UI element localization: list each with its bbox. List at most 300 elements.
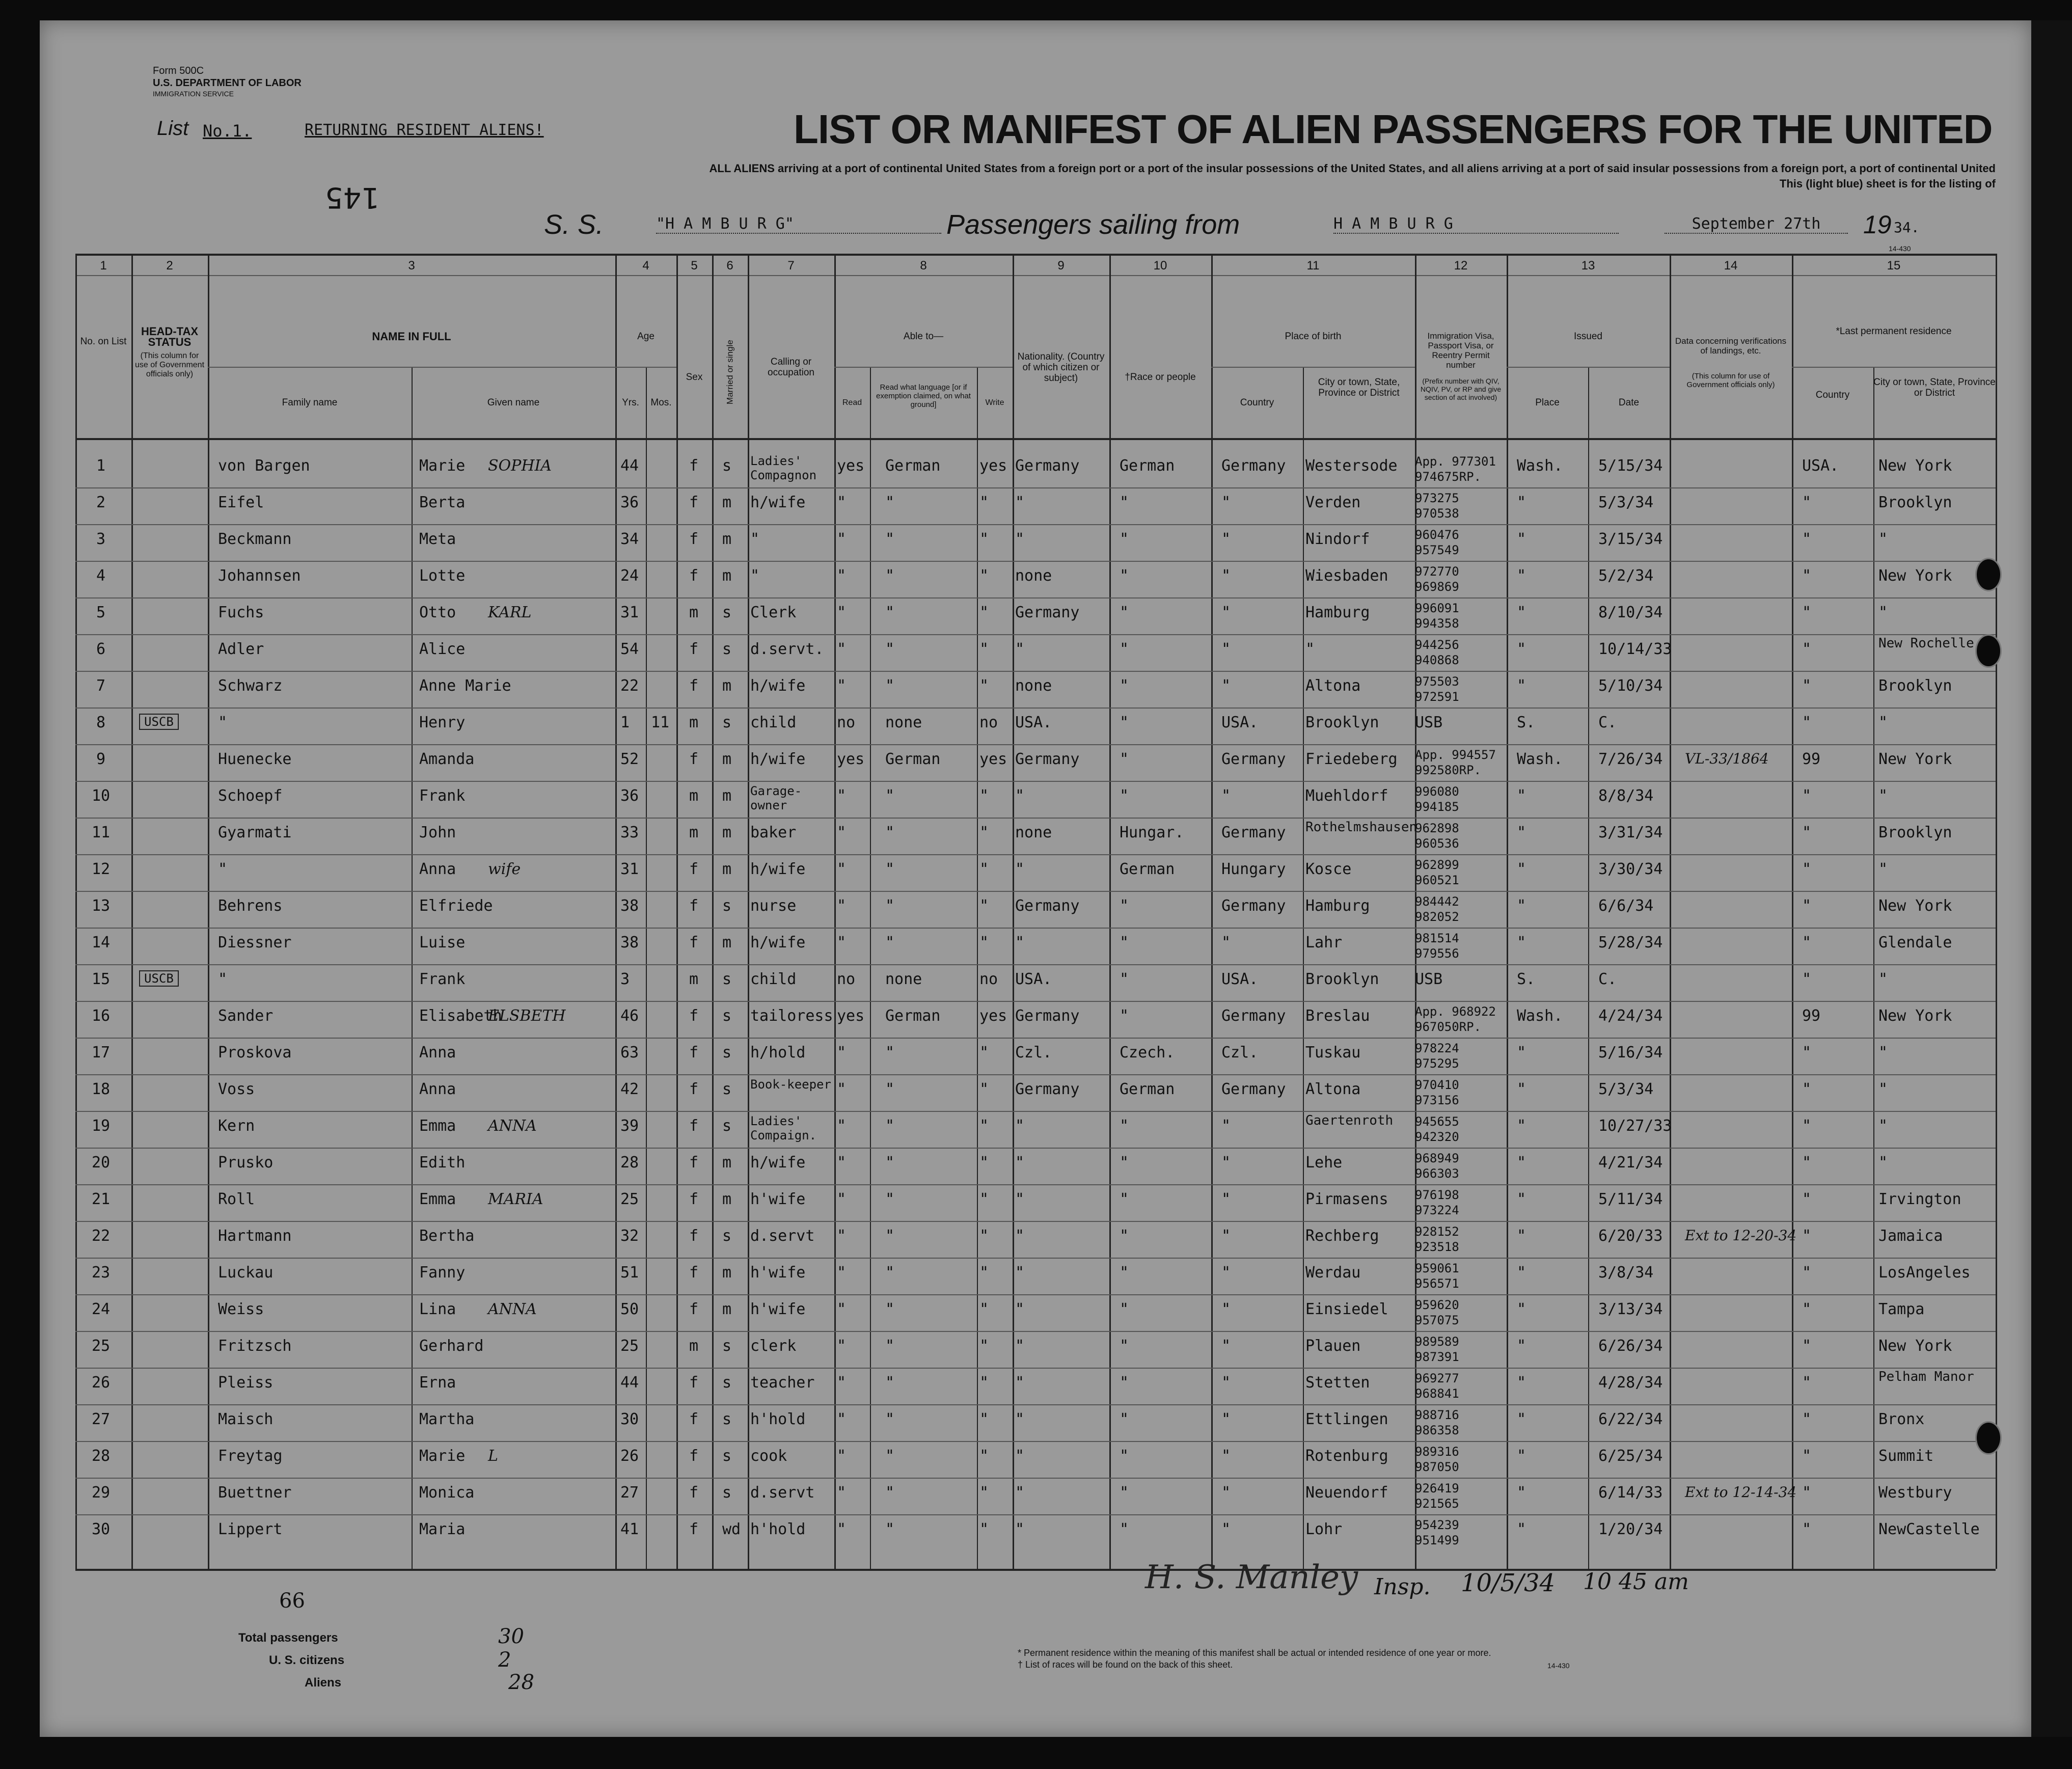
sheet-code: 14-430 — [1889, 244, 1911, 253]
marital-status: s — [722, 714, 732, 731]
visa-number: 978224 975295 — [1415, 1041, 1459, 1071]
table-top-border — [75, 254, 1996, 256]
issued-place: " — [1517, 567, 1526, 585]
residence-city: Irvington — [1878, 1190, 1961, 1208]
family-name: Pleiss — [218, 1374, 274, 1392]
residence-city: New Rochelle — [1878, 636, 1974, 651]
given-name: Alice — [419, 640, 466, 658]
department: U.S. DEPARTMENT OF LABOR — [153, 77, 302, 89]
age-years: 46 — [620, 1007, 639, 1025]
nationality: USA. — [1015, 714, 1052, 731]
family-name: Eifel — [218, 494, 264, 511]
age-years: 38 — [620, 934, 639, 951]
signature-title: Insp. — [1374, 1574, 1431, 1600]
header-name-in-full: NAME IN FULL — [372, 330, 451, 343]
header-city: City or town, State, Province or District — [1318, 377, 1400, 398]
birth-city: Stetten — [1305, 1374, 1370, 1392]
marital-status: m — [722, 567, 732, 585]
header-visa: Immigration Visa, Passport Visa, or Reentry Permit number — [1427, 331, 1494, 370]
birth-country: " — [1221, 1264, 1231, 1282]
issued-place: " — [1517, 1080, 1526, 1098]
residence-city: " — [1878, 1044, 1888, 1062]
given-name: Otto — [419, 604, 456, 621]
issued-place: " — [1517, 1447, 1526, 1465]
issued-date: 6/20/33 — [1598, 1227, 1663, 1245]
list-type: RETURNING RESIDENT ALIENS! — [305, 121, 544, 139]
footnote-races: † List of races will be found on the back of this sheet. — [1018, 1659, 1233, 1670]
header-lr-city: City or town, State, Province or District — [1873, 377, 1996, 398]
issued-date: 10/27/33 — [1598, 1117, 1672, 1135]
table-row — [40, 1331, 2031, 1368]
given-name: Anne Marie — [419, 677, 511, 695]
sex: f — [689, 934, 699, 951]
given-name: Marie — [419, 1447, 466, 1465]
read-language: " — [885, 1484, 895, 1502]
row-number: 26 — [91, 1374, 111, 1392]
residence-country: " — [1802, 824, 1812, 841]
occupation: teacher — [750, 1374, 815, 1392]
given-name-handwritten: ANNA — [488, 1300, 537, 1318]
table-row — [40, 1294, 2031, 1331]
can-write: yes — [979, 1007, 1007, 1025]
nationality: " — [1015, 640, 1025, 658]
race: " — [1120, 1374, 1129, 1392]
issued-date: 5/10/34 — [1598, 677, 1663, 695]
read-language: " — [885, 897, 895, 915]
can-read: " — [837, 1117, 847, 1135]
marital-status: s — [722, 1117, 732, 1135]
issued-place: " — [1517, 640, 1526, 658]
read-language: " — [885, 934, 895, 951]
occupation: Clerk — [750, 604, 797, 621]
table-row — [40, 1074, 2031, 1111]
occupation: d.servt. — [750, 640, 824, 658]
given-name: Emma — [419, 1117, 456, 1135]
visa-number: 973275 970538 — [1415, 491, 1459, 521]
residence-city: " — [1878, 970, 1888, 988]
residence-city: Pelham Manor — [1878, 1369, 1974, 1384]
nationality: " — [1015, 1484, 1025, 1502]
race: " — [1120, 1227, 1129, 1245]
issued-date: 1/20/34 — [1598, 1520, 1663, 1538]
given-name: Bertha — [419, 1227, 475, 1245]
age-years: 25 — [620, 1190, 639, 1208]
birth-city: Ettlingen — [1305, 1410, 1388, 1428]
birth-city: Hamburg — [1305, 604, 1370, 621]
issued-date: 4/28/34 — [1598, 1374, 1663, 1392]
header-country: Country — [1240, 397, 1274, 408]
marital-status: m — [722, 1190, 732, 1208]
sex: f — [689, 677, 699, 695]
table-row — [40, 1478, 2031, 1514]
header-given-name: Given name — [487, 397, 540, 408]
residence-country: " — [1802, 787, 1812, 805]
race: " — [1120, 1337, 1129, 1355]
given-name: Erna — [419, 1374, 456, 1392]
race: " — [1120, 1520, 1129, 1538]
visa-number: 962899 960521 — [1415, 858, 1459, 887]
colnum-4: 4 — [642, 259, 649, 273]
year-prefix: 19 — [1863, 210, 1892, 239]
header-issued: Issued — [1574, 331, 1602, 342]
visa-number: USB — [1415, 714, 1443, 731]
col-number-row — [75, 275, 1996, 276]
row-number: 14 — [91, 934, 111, 951]
visa-number: 989316 987050 — [1415, 1445, 1459, 1474]
read-language: " — [885, 1044, 895, 1062]
issued-place: " — [1517, 677, 1526, 695]
subheader-rule — [1792, 367, 1996, 368]
age-years: 1 — [620, 714, 630, 731]
age-years: 3 — [620, 970, 630, 988]
issued-place: " — [1517, 1520, 1526, 1538]
can-read: " — [837, 824, 847, 841]
birth-city: Einsiedel — [1305, 1300, 1388, 1318]
given-name: Lina — [419, 1300, 456, 1318]
given-name: Berta — [419, 494, 466, 511]
birth-country: " — [1221, 934, 1231, 951]
occupation: d.servt — [750, 1227, 815, 1245]
age-months: 11 — [651, 714, 670, 731]
row-number: 18 — [91, 1080, 111, 1098]
family-name: Huenecke — [218, 750, 292, 768]
can-read: no — [837, 714, 856, 731]
family-name: Proskova — [218, 1044, 292, 1062]
race: " — [1120, 1190, 1129, 1208]
occupation: child — [750, 970, 797, 988]
nationality: Germany — [1015, 897, 1080, 915]
header-head-tax-note: (This column for use of Government officials only) — [134, 351, 205, 378]
age-years: 31 — [620, 604, 639, 621]
landing-verification: VL-33/1864 — [1685, 750, 1769, 767]
given-name-handwritten: L — [488, 1447, 498, 1465]
given-name: Maria — [419, 1520, 466, 1538]
birth-city: Altona — [1305, 677, 1361, 695]
birth-country: " — [1221, 677, 1231, 695]
occupation: d.servt — [750, 1484, 815, 1502]
nationality: " — [1015, 934, 1025, 951]
nationality: " — [1015, 494, 1025, 511]
residence-city: " — [1878, 787, 1888, 805]
read-language: German — [885, 457, 941, 475]
occupation: h'wife — [750, 1264, 806, 1282]
marital-status: s — [722, 1484, 732, 1502]
manifest-sheet — [40, 20, 2031, 1737]
row-number: 6 — [96, 640, 106, 658]
race: " — [1120, 677, 1129, 695]
sailing-label: Passengers sailing from — [946, 209, 1240, 240]
issued-place: Wash. — [1517, 750, 1563, 768]
age-years: 50 — [620, 1300, 639, 1318]
family-name: Buettner — [218, 1484, 292, 1502]
row-number: 17 — [91, 1044, 111, 1062]
issued-date: 5/28/34 — [1598, 934, 1663, 951]
issued-date: 6/14/33 — [1598, 1484, 1663, 1502]
can-read: " — [837, 567, 847, 585]
issued-place: S. — [1517, 714, 1536, 731]
can-write: " — [979, 934, 989, 951]
marital-status: m — [722, 750, 732, 768]
family-name: Sander — [218, 1007, 274, 1025]
can-read: " — [837, 1300, 847, 1318]
race: " — [1120, 934, 1129, 951]
birth-city: Rechberg — [1305, 1227, 1379, 1245]
sex: f — [689, 897, 699, 915]
age-years: 36 — [620, 494, 639, 511]
issued-date: C. — [1598, 714, 1617, 731]
table-row — [40, 1441, 2031, 1478]
header-race: †Race or people — [1125, 372, 1196, 383]
can-read: " — [837, 1374, 847, 1392]
sex: f — [689, 1264, 699, 1282]
birth-city: Wiesbaden — [1305, 567, 1388, 585]
row-number: 25 — [91, 1337, 111, 1355]
colnum-9: 9 — [1057, 259, 1065, 273]
race: " — [1120, 1007, 1129, 1025]
signature-date: 10/5/34 — [1461, 1569, 1556, 1597]
header-bottom-border — [75, 438, 1996, 440]
race: " — [1120, 567, 1129, 585]
occupation: Ladies' Compagnon — [750, 454, 817, 482]
read-language: German — [885, 1007, 941, 1025]
header-last-residence: *Last permanent residence — [1836, 326, 1952, 337]
visa-number: 960476 957549 — [1415, 528, 1459, 557]
can-read: " — [837, 1080, 847, 1098]
sex: f — [689, 750, 699, 768]
given-name-handwritten: ELSBETH — [488, 1007, 566, 1025]
can-write: " — [979, 1190, 989, 1208]
footer-code: 14-430 — [1547, 1662, 1570, 1670]
table-row — [40, 781, 2031, 818]
birth-country: USA. — [1221, 714, 1259, 731]
occupation: h/wife — [750, 1154, 806, 1172]
family-name: Fuchs — [218, 604, 264, 621]
can-write: " — [979, 1154, 989, 1172]
row-number: 30 — [91, 1520, 111, 1538]
age-years: 22 — [620, 677, 639, 695]
read-language: none — [885, 714, 922, 731]
aliens-value: 28 — [508, 1671, 534, 1694]
age-years: 52 — [620, 750, 639, 768]
can-read: yes — [837, 457, 865, 475]
colnum-3: 3 — [408, 259, 415, 273]
sex: f — [689, 1117, 699, 1135]
family-name: Hartmann — [218, 1227, 292, 1245]
birth-country: " — [1221, 604, 1231, 621]
residence-country: " — [1802, 530, 1812, 548]
sex: f — [689, 1300, 699, 1318]
residence-city: New York — [1878, 457, 1952, 475]
header-nationality: Nationality. (Country of which citizen or subject) — [1017, 351, 1105, 384]
given-name-handwritten: wife — [488, 860, 521, 878]
occupation: Garage-owner — [750, 784, 802, 812]
residence-city: " — [1878, 714, 1888, 731]
colnum-5: 5 — [691, 259, 698, 273]
birth-city: Pirmasens — [1305, 1190, 1388, 1208]
occupation: h'wife — [750, 1190, 806, 1208]
occupation: h/wife — [750, 750, 806, 768]
read-language: " — [885, 787, 895, 805]
birth-city: Kosce — [1305, 860, 1352, 878]
family-name: Gyarmati — [218, 824, 292, 841]
given-name: Martha — [419, 1410, 475, 1428]
table-row — [40, 1148, 2031, 1184]
age-years: 26 — [620, 1447, 639, 1465]
can-read: " — [837, 1190, 847, 1208]
colnum-11: 11 — [1306, 259, 1320, 273]
row-number: 5 — [96, 604, 106, 621]
punch-hole — [1975, 1421, 2002, 1455]
total-passengers-label: Total passengers — [238, 1631, 338, 1645]
sex: m — [689, 1337, 699, 1355]
residence-city: " — [1878, 860, 1888, 878]
residence-city: Bronx — [1878, 1410, 1925, 1428]
issued-date: C. — [1598, 970, 1617, 988]
given-name: Luise — [419, 934, 466, 951]
header-place-of-birth: Place of birth — [1285, 331, 1342, 342]
birth-city: Lahr — [1305, 934, 1343, 951]
occupation: Book-keeper — [750, 1077, 831, 1092]
race: German — [1120, 860, 1175, 878]
family-name: Adler — [218, 640, 264, 658]
given-name: Frank — [419, 787, 466, 805]
residence-city: Brooklyn — [1878, 824, 1952, 841]
can-write: no — [979, 714, 998, 731]
birth-country: Germany — [1221, 1007, 1286, 1025]
can-write: " — [979, 1117, 989, 1135]
header-head-tax: HEAD-TAX STATUS — [141, 325, 199, 348]
family-name: Fritzsch — [218, 1337, 292, 1355]
race: " — [1120, 1117, 1129, 1135]
sex: f — [689, 1227, 699, 1245]
residence-city: New York — [1878, 567, 1952, 585]
birth-city: Brooklyn — [1305, 714, 1379, 731]
marital-status: s — [722, 604, 732, 621]
row-number: 16 — [91, 1007, 111, 1025]
colnum-2: 2 — [166, 259, 173, 273]
residence-city: " — [1878, 604, 1888, 621]
age-years: 54 — [620, 640, 639, 658]
race: " — [1120, 1410, 1129, 1428]
race: German — [1120, 457, 1175, 475]
residence-country: " — [1802, 604, 1812, 621]
can-write: " — [979, 1080, 989, 1098]
header-sex: Sex — [686, 372, 703, 383]
marital-status: m — [722, 494, 732, 511]
nationality: none — [1015, 567, 1052, 585]
can-read: " — [837, 1337, 847, 1355]
residence-country: " — [1802, 1190, 1812, 1208]
age-years: 24 — [620, 567, 639, 585]
read-language: German — [885, 750, 941, 768]
given-name-handwritten: MARIA — [488, 1190, 543, 1208]
header-mos: Mos. — [650, 397, 672, 408]
nationality: " — [1015, 1410, 1025, 1428]
nationality: " — [1015, 1300, 1025, 1318]
read-language: " — [885, 567, 895, 585]
residence-city: NewCastelle — [1878, 1520, 1980, 1538]
subtitle-1: ALL ALIENS arriving at a port of continental United States from a foreign port or a port of the insular possessions of the United States, and all aliens arriving at a port of said insular possessions from a foreign port, a port of continental United — [709, 162, 1996, 175]
nationality: " — [1015, 1264, 1025, 1282]
issued-date: 3/30/34 — [1598, 860, 1663, 878]
marital-status: s — [722, 897, 732, 915]
table-row — [40, 1001, 2031, 1038]
colnum-12: 12 — [1454, 259, 1468, 273]
birth-country: " — [1221, 1300, 1231, 1318]
family-name: Diessner — [218, 934, 292, 951]
read-language: " — [885, 860, 895, 878]
occupation: h'wife — [750, 1300, 806, 1318]
nationality: " — [1015, 1227, 1025, 1245]
punch-hole — [1975, 634, 2002, 668]
colnum-1: 1 — [100, 259, 107, 273]
issued-date: 4/24/34 — [1598, 1007, 1663, 1025]
given-name-handwritten: ANNA — [488, 1117, 537, 1135]
birth-country: " — [1221, 567, 1231, 585]
can-read: " — [837, 897, 847, 915]
issued-date: 8/8/34 — [1598, 787, 1654, 805]
row-number: 20 — [91, 1154, 111, 1172]
residence-country: " — [1802, 1264, 1812, 1282]
family-name: " — [218, 714, 228, 731]
occupation: h/wife — [750, 494, 806, 511]
row-number: 7 — [96, 677, 106, 695]
birth-country: " — [1221, 1227, 1231, 1245]
issued-date: 6/25/34 — [1598, 1447, 1663, 1465]
nationality: " — [1015, 1190, 1025, 1208]
row-number: 2 — [96, 494, 106, 511]
can-write: " — [979, 1300, 989, 1318]
can-write: no — [979, 970, 998, 988]
visa-number: 996091 994358 — [1415, 601, 1459, 631]
given-name: Frank — [419, 970, 466, 988]
marital-status: s — [722, 1374, 732, 1392]
visa-number: 984442 982052 — [1415, 894, 1459, 924]
table-bottom-border — [75, 1569, 1996, 1571]
race: " — [1120, 750, 1129, 768]
table-row — [40, 1221, 2031, 1258]
table-row — [40, 561, 2031, 597]
visa-number: 969277 968841 — [1415, 1371, 1459, 1401]
residence-country: " — [1802, 1410, 1812, 1428]
row-number: 12 — [91, 860, 111, 878]
row-number: 11 — [91, 824, 111, 841]
birth-country: " — [1221, 494, 1231, 511]
given-name: Lotte — [419, 567, 466, 585]
occupation: h/wife — [750, 934, 806, 951]
race: German — [1120, 1080, 1175, 1098]
sex: m — [689, 787, 699, 805]
read-language: " — [885, 1117, 895, 1135]
age-years: 34 — [620, 530, 639, 548]
read-language: " — [885, 1264, 895, 1282]
given-name-handwritten: SOPHIA — [488, 457, 552, 475]
read-language: " — [885, 1154, 895, 1172]
nationality: " — [1015, 1337, 1025, 1355]
table-row — [40, 744, 2031, 781]
sex: f — [689, 640, 699, 658]
header-write: Write — [985, 398, 1004, 407]
occupation: child — [750, 714, 797, 731]
occupation: clerk — [750, 1337, 797, 1355]
marital-status: s — [722, 1044, 732, 1062]
residence-city: " — [1878, 530, 1888, 548]
header-yrs: Yrs. — [622, 397, 639, 408]
can-write: " — [979, 1374, 989, 1392]
residence-country: " — [1802, 1300, 1812, 1318]
residence-country: " — [1802, 1154, 1812, 1172]
table-row — [40, 818, 2031, 854]
